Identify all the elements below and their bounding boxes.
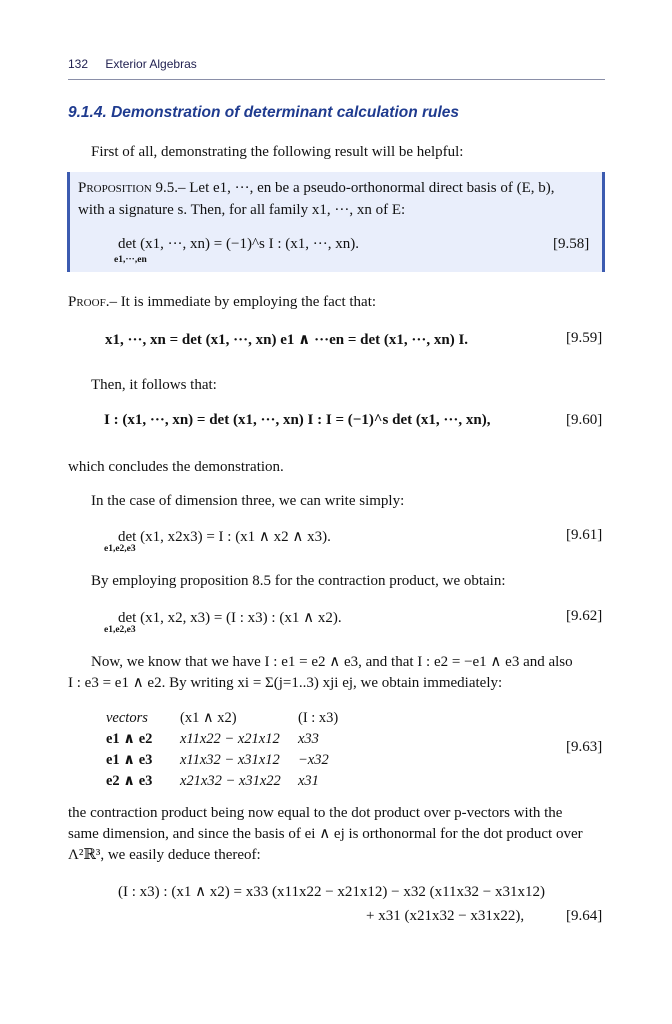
proof-label: Proof: [68, 294, 106, 310]
table-header: (I : x3): [298, 710, 339, 726]
equation-tag-9-58: [9.58]: [553, 236, 590, 252]
table-cell: x11x22 − x21x12: [180, 731, 280, 747]
table-header: vectors: [106, 710, 148, 726]
closing-line-2: same dimension, and since the basis of ei ∧ ej is orthonormal for the dot product over: [68, 826, 583, 842]
dimension-three-paragraph: In the case of dimension three, we can write simply:: [91, 493, 405, 509]
table-cell: e1 ∧ e2: [106, 731, 153, 747]
equation-9-59: x1, ···, xn = det (x1, ···, xn) e1 ∧ ···en = det (x1, ···, xn) I.: [105, 332, 469, 348]
contraction-paragraph: By employing proposition 8.5 for the contraction product, we obtain:: [91, 573, 506, 589]
det-subscript-9-61: e1,e2,e3: [104, 544, 136, 554]
then-paragraph: Then, it follows that:: [91, 377, 217, 393]
table-cell: x31: [298, 773, 319, 789]
table-cell: x21x32 − x31x22: [180, 773, 281, 789]
equation-9-58: det (x1, ···, xn) = (−1)^s I : (x1, ···, xn).: [118, 236, 359, 252]
proposition-line-1: [78, 177, 555, 199]
equation-tag-9-59: [9.59]: [566, 330, 603, 346]
table-header: (x1 ∧ x2): [180, 710, 237, 726]
equation-9-62: det (x1, x2, x3) = (I : x3) : (x1 ∧ x2).: [118, 610, 342, 626]
intro-paragraph: First of all, demonstrating the following result will be helpful:: [91, 144, 464, 160]
proposition-label: Proposition: [78, 180, 152, 196]
header-rule: [68, 79, 605, 80]
equation-tag-9-60: [9.60]: [566, 412, 603, 428]
running-title: Exterior Algebras: [105, 57, 197, 71]
table-cell: x33: [298, 731, 319, 747]
equation-tag-9-61: [9.61]: [566, 527, 603, 543]
equation-9-64-line-2: + x31 (x21x32 − x31x22),: [366, 908, 525, 924]
det-subscript-9-62: e1,e2,e3: [104, 625, 136, 635]
table-cell: x11x32 − x31x12: [180, 752, 280, 768]
proof-text: .– It is immediate by employing the fact that:: [105, 294, 377, 310]
concludes-paragraph: which concludes the demonstration.: [68, 459, 284, 475]
closing-line-3: Λ²ℝ³, we easily deduce thereof:: [68, 847, 261, 863]
proposition-statement: 9.5.– Let e1, ···, en be a pseudo-orthonormal direct basis of (E, b),: [151, 180, 555, 196]
table-row: [106, 771, 348, 792]
page-number: 132: [68, 57, 89, 71]
table-row: [106, 729, 348, 750]
wedge-table: [106, 708, 348, 792]
table-header-row: [106, 708, 348, 729]
proposition-line-2: with a signature s. Then, for all family x1, ···, xn of E:: [78, 202, 406, 218]
det-subscript-9-58: e1,···,en: [114, 255, 147, 265]
table-row: [106, 750, 348, 771]
table-cell: e2 ∧ e3: [106, 773, 153, 789]
section-title: 9.1.4. Demonstration of determinant calculation rules: [68, 104, 460, 121]
equation-9-61: det (x1, x2x3) = I : (x1 ∧ x2 ∧ x3).: [118, 529, 331, 545]
closing-line-1: the contraction product being now equal to the dot product over p-vectors with the: [68, 805, 563, 821]
now-line-1: Now, we know that we have I : e1 = e2 ∧ e3, and that I : e2 = −e1 ∧ e3 and also: [91, 654, 573, 670]
now-line-2: I : e3 = e1 ∧ e2. By writing xi = Σ(j=1..3) xji ej, we obtain immediately:: [68, 675, 503, 691]
equation-9-64-line-1: (I : x3) : (x1 ∧ x2) = x33 (x11x22 − x21x12) − x32 (x11x32 − x31x12): [118, 884, 545, 900]
equation-9-60: I : (x1, ···, xn) = det (x1, ···, xn) I : I = (−1)^s det (x1, ···, xn),: [104, 412, 491, 428]
running-header: [68, 57, 197, 71]
equation-tag-9-64: [9.64]: [566, 908, 603, 924]
table-cell: e1 ∧ e3: [106, 752, 153, 768]
table-cell: −x32: [298, 752, 329, 768]
equation-tag-9-63: [9.63]: [566, 739, 603, 755]
proof-line: [68, 291, 376, 313]
equation-tag-9-62: [9.62]: [566, 608, 603, 624]
